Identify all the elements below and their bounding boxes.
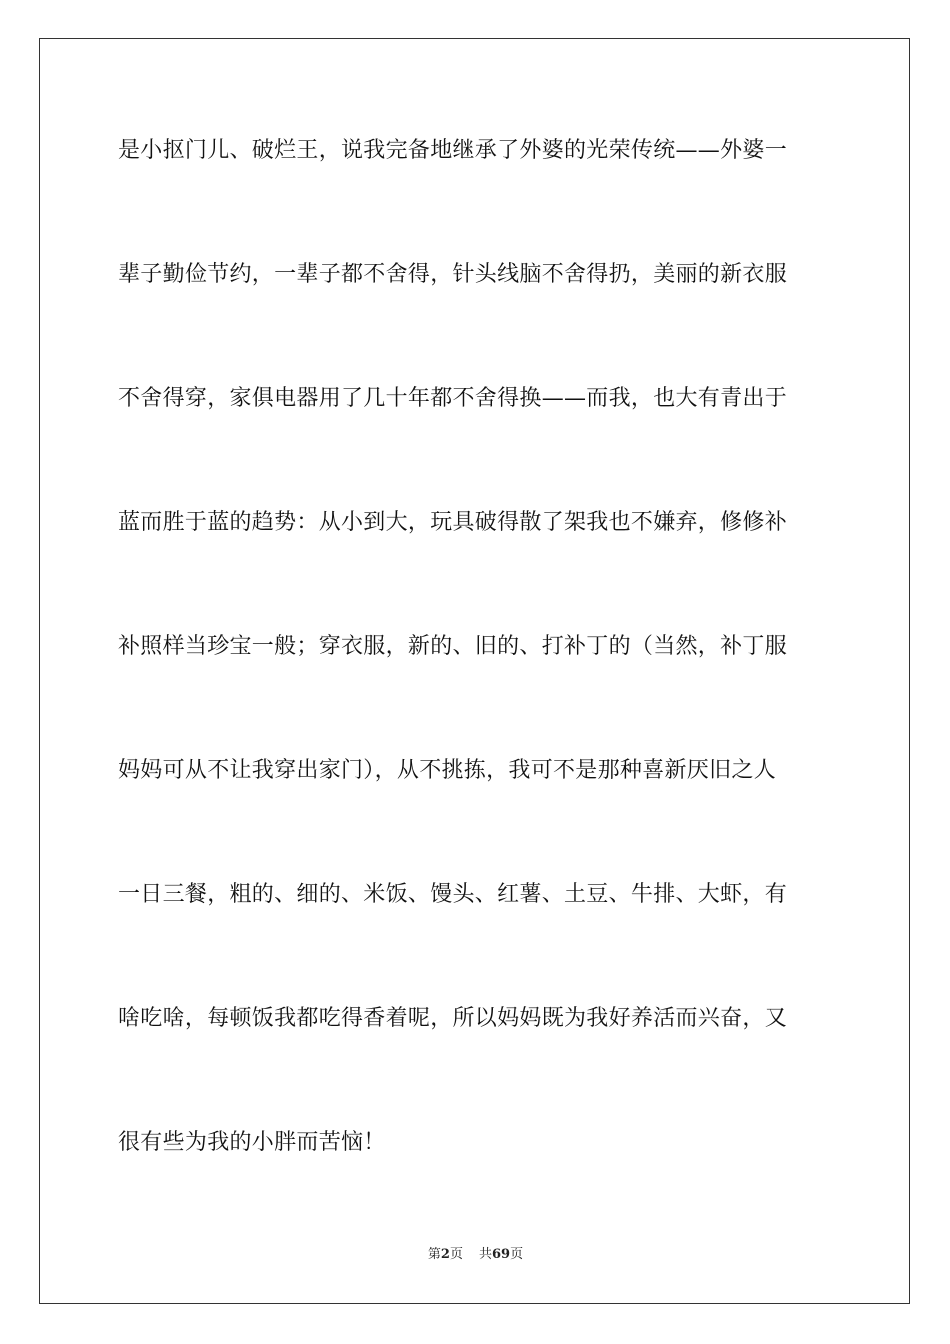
text-line: 一日三餐，粗的、细的、米饭、馒头、红薯、土豆、牛排、大虾，有 [118,882,788,907]
text-line: 很有些为我的小胖而苦恼！ [118,1130,386,1155]
text-line: 蓝而胜于蓝的趋势：从小到大，玩具破得散了架我也不嫌弃，修修补 [118,510,788,535]
text-line: 辈子勤俭节约，一辈子都不舍得，针头线脑不舍得扔，美丽的新衣服 [118,262,788,287]
page-prefix: 第 [427,1247,441,1262]
text-line: 是小抠门儿、破烂王，说我完备地继承了外婆的光荣传统——外婆一 [118,138,788,163]
total-prefix: 共 [478,1247,492,1262]
total-suffix: 页 [510,1247,524,1262]
page-suffix: 页 [449,1247,463,1262]
text-line: 不舍得穿，家俱电器用了几十年都不舍得换——而我，也大有青出于 [118,386,788,411]
page-footer [40,1245,911,1265]
page-number: 2 [440,1247,450,1262]
page-frame [39,38,910,1304]
total-pages: 69 [491,1247,511,1262]
text-line: 补照样当珍宝一般；穿衣服，新的、旧的、打补丁的（当然，补丁服 [118,634,788,659]
text-line: 啥吃啥，每顿饭我都吃得香着呢，所以妈妈既为我好养活而兴奋，又 [118,1006,788,1031]
text-line: 妈妈可从不让我穿出家门），从不挑拣，我可不是那种喜新厌旧之人 [118,758,777,783]
